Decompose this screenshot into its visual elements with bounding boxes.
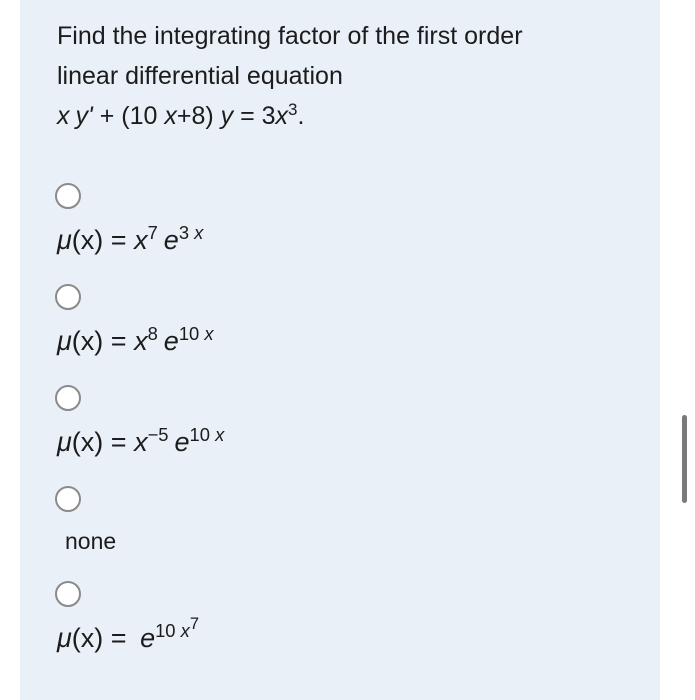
option-c-radio[interactable]: [55, 385, 81, 411]
option-a-radio[interactable]: [55, 183, 81, 209]
option-d-radio[interactable]: [55, 486, 81, 512]
option-e-radio[interactable]: [55, 581, 81, 607]
option-a-label: $\mu(x) = x^7$ $e^{3 x}$: [57, 221, 204, 255]
question-text: [57, 16, 647, 136]
option-b-radio[interactable]: [55, 284, 81, 310]
question-card: [20, 0, 660, 700]
question-equation: x y' + (10 x+8) $y = 3x^3$.: [57, 99, 305, 130]
option-c-label: $\mu(x) = x^{-5}$ $e^{10 x}$: [57, 423, 225, 457]
option-e-label: $\mu(x) = e^{10 x^7}$: [57, 614, 199, 653]
option-b-label: $\mu(x) = x^8$ $e^{10 x}$: [57, 322, 214, 356]
scrollbar[interactable]: [682, 415, 687, 503]
question-line-2: linear differential equation: [57, 62, 343, 90]
question-line-1: Find the integrating factor of the first order: [57, 22, 523, 50]
option-d-label: none: [65, 528, 117, 554]
